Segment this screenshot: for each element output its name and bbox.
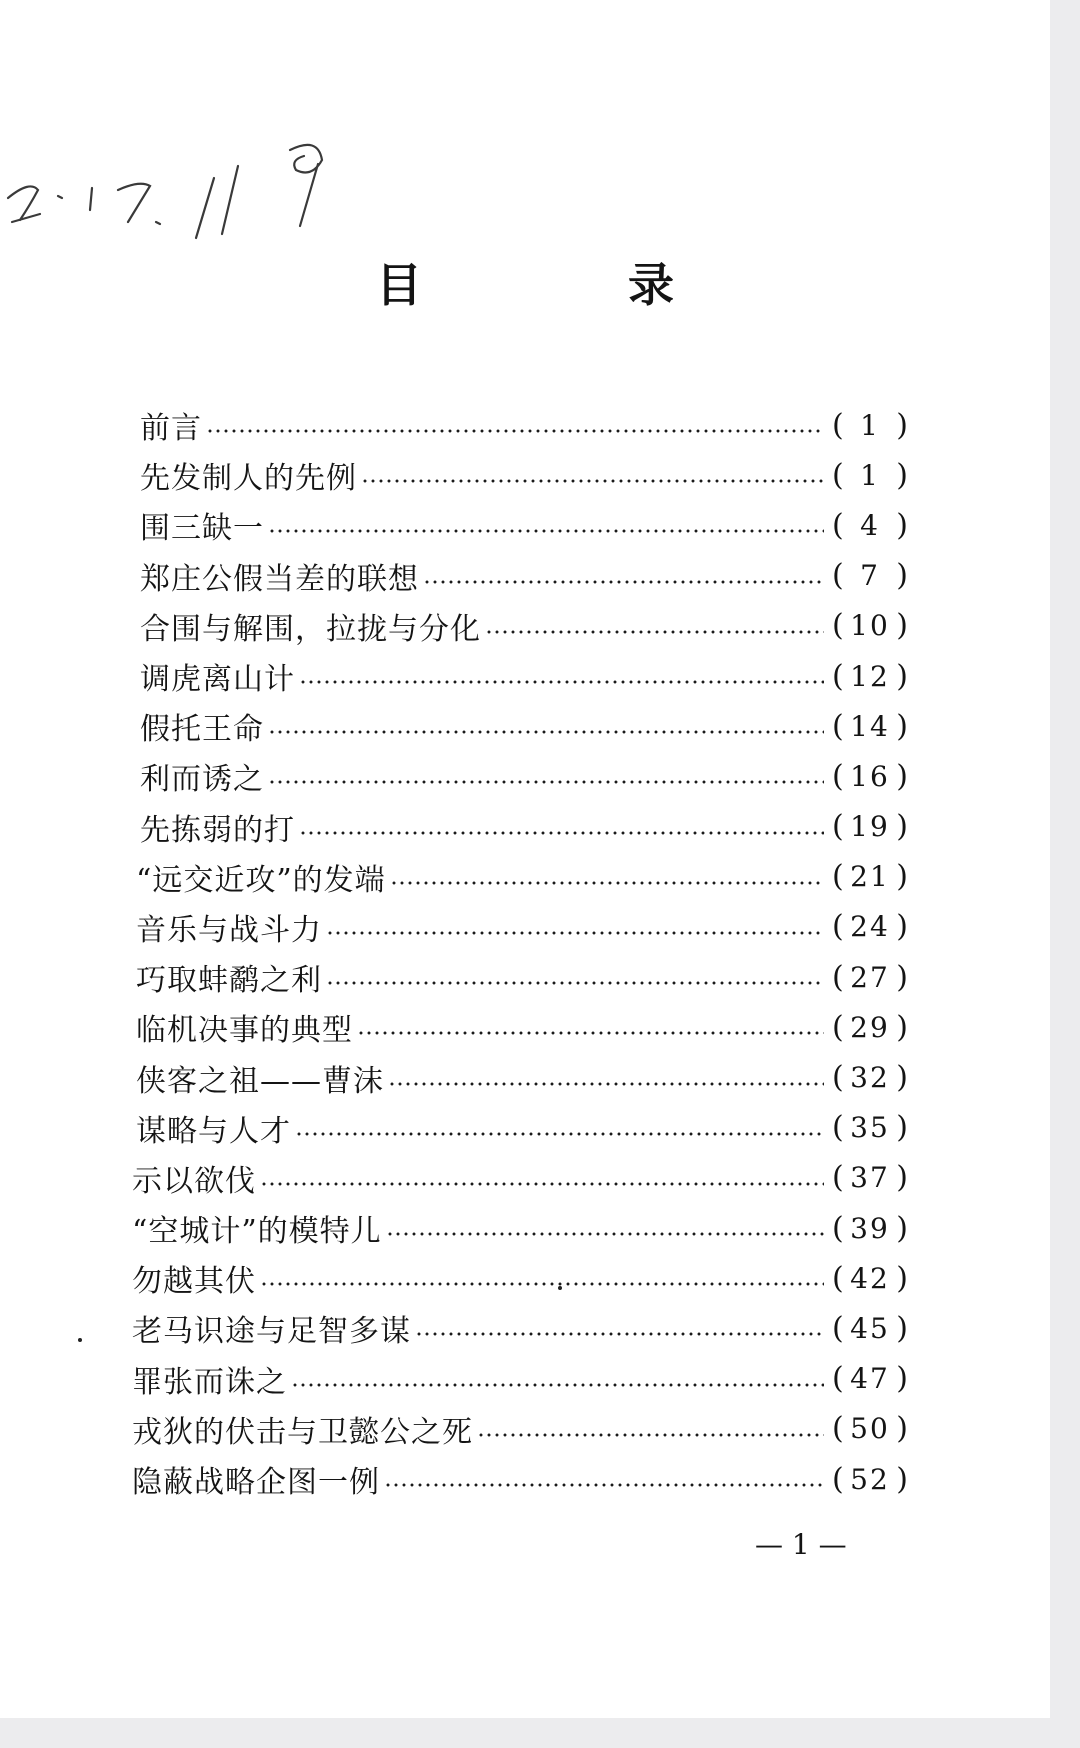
dot-leader	[361, 479, 824, 483]
dot-leader	[268, 780, 824, 784]
viewer-margin-bottom	[0, 1718, 1080, 1748]
toc-entry-page: ( 27 )	[832, 959, 908, 995]
toc-entry-title: 老马识途与足智多谋	[132, 1314, 411, 1350]
dot-leader	[299, 831, 824, 835]
toc-entry	[132, 1454, 908, 1504]
toc-entry-page: ( 52 )	[832, 1461, 908, 1497]
dot-leader	[326, 981, 824, 985]
toc-page-number: 10	[850, 609, 890, 643]
toc-page-number: 12	[850, 659, 890, 693]
toc-entry-page: ( 1 )	[832, 407, 908, 443]
toc-page-number: 16	[850, 759, 890, 793]
toc-list	[132, 400, 908, 1504]
dot-leader	[268, 529, 824, 533]
toc-entry	[132, 1303, 908, 1353]
toc-entry	[136, 1002, 908, 1052]
toc-entry-page: ( 35 )	[832, 1110, 908, 1146]
toc-entry-page: ( 14 )	[832, 708, 908, 744]
dot-leader	[415, 1332, 824, 1336]
dot-leader	[291, 1383, 824, 1387]
dot-leader	[260, 1182, 824, 1186]
toc-entry	[140, 802, 908, 852]
toc-entry-page: ( 50 )	[832, 1411, 908, 1447]
toc-entry	[140, 601, 908, 651]
toc-page-number: 47	[850, 1362, 890, 1396]
toc-page-number: 32	[850, 1061, 890, 1095]
toc-page-number: 19	[850, 810, 890, 844]
toc-entry-title: 假托王命	[140, 712, 264, 748]
toc-page-number: 1	[860, 408, 880, 442]
toc-entry-page: ( 16 )	[832, 758, 908, 794]
dot-leader	[326, 931, 824, 935]
toc-entry-title: 围三缺一	[140, 511, 264, 547]
toc-entry-title: 先拣弱的打	[140, 812, 295, 848]
toc-entry-page: ( 19 )	[832, 809, 908, 845]
toc-page-number: 21	[850, 860, 890, 894]
toc-page-number: 39	[850, 1211, 890, 1245]
toc-entry-title: 利而诱之	[140, 762, 264, 798]
dot-leader	[485, 630, 824, 634]
scan-speck	[78, 1338, 82, 1342]
dot-leader	[206, 429, 824, 433]
toc-entry-page: ( 10 )	[832, 608, 908, 644]
toc-entry-page: ( 47 )	[832, 1361, 908, 1397]
toc-entry-title: 侠客之祖——曹沫	[136, 1063, 384, 1099]
toc-entry-page: ( 45 )	[832, 1310, 908, 1346]
toc-page-number: 27	[850, 960, 890, 994]
toc-entry-title: 勿越其伏	[132, 1264, 256, 1300]
toc-entry-page: ( 24 )	[832, 909, 908, 945]
toc-entry-title: 调虎离山计	[140, 662, 295, 698]
toc-entry-page: ( 42 )	[832, 1260, 908, 1296]
dot-leader	[268, 730, 824, 734]
toc-entry-page: ( 4 )	[832, 507, 908, 543]
toc-entry	[136, 952, 908, 1002]
toc-entry-page: ( 39 )	[832, 1210, 908, 1246]
toc-page-number: 52	[850, 1462, 890, 1496]
toc-entry	[136, 1103, 908, 1153]
toc-entry-title: 临机决事的典型	[136, 1013, 353, 1049]
toc-page-number: 29	[850, 1010, 890, 1044]
dot-leader	[423, 580, 824, 584]
viewer-margin-right	[1050, 0, 1080, 1748]
toc-page-number: 24	[850, 910, 890, 944]
toc-entry-title: 示以欲伐	[132, 1163, 256, 1199]
toc-entry	[140, 500, 908, 550]
toc-entry-title: 合围与解围，拉拢与分化	[140, 611, 481, 647]
toc-page-number: 1	[860, 458, 880, 492]
dot-leader	[390, 881, 824, 885]
dot-leader	[295, 1132, 824, 1136]
toc-entry-title: 罪张而诛之	[132, 1364, 287, 1400]
toc-entry-page: ( 7 )	[832, 558, 908, 594]
toc-entry-title: 音乐与战斗力	[136, 912, 322, 948]
toc-page-number: 37	[850, 1161, 890, 1195]
toc-entry	[140, 551, 908, 601]
toc-entry-title: 谋略与人才	[136, 1113, 291, 1149]
toc-page-number: 45	[850, 1311, 890, 1345]
toc-entry-page: ( 21 )	[832, 859, 908, 895]
toc-page-number: 7	[860, 559, 880, 593]
dot-leader	[299, 680, 824, 684]
dot-leader	[357, 1031, 824, 1035]
toc-entry	[140, 651, 908, 701]
toc-entry-page: ( 29 )	[832, 1009, 908, 1045]
dot-leader	[386, 1232, 824, 1236]
toc-entry	[140, 400, 908, 450]
dot-leader	[388, 1082, 824, 1086]
toc-entry	[140, 751, 908, 801]
toc-entry	[136, 1052, 908, 1102]
page-number: — 1 —	[755, 1528, 847, 1561]
dot-leader	[384, 1483, 824, 1487]
toc-entry-page: ( 37 )	[832, 1160, 908, 1196]
toc-entry	[140, 450, 908, 500]
scan-speck	[558, 1286, 562, 1290]
toc-entry-page: ( 1 )	[832, 457, 908, 493]
toc-entry-title: 戎狄的伏击与卫懿公之死	[132, 1414, 473, 1450]
dot-leader	[260, 1282, 824, 1286]
toc-entry	[136, 902, 908, 952]
toc-title: 目 录	[375, 258, 769, 312]
toc-page-number: 35	[850, 1111, 890, 1145]
toc-page-number: 42	[850, 1261, 890, 1295]
dot-leader	[477, 1433, 824, 1437]
toc-entry-title: 前言	[140, 411, 202, 447]
toc-entry	[132, 1203, 908, 1253]
toc-page-number: 50	[850, 1412, 890, 1446]
toc-page-number: 4	[860, 508, 880, 542]
toc-entry-title: 隐蔽战略企图一例	[132, 1465, 380, 1501]
handwritten-note	[0, 130, 360, 260]
toc-entry-page: ( 32 )	[832, 1060, 908, 1096]
toc-entry-title: 郑庄公假当差的联想	[140, 561, 419, 597]
toc-entry-page: ( 12 )	[832, 658, 908, 694]
toc-entry	[136, 852, 908, 902]
toc-entry	[132, 1404, 908, 1454]
toc-entry	[132, 1253, 908, 1303]
toc-entry	[132, 1354, 908, 1404]
toc-entry-title: 巧取蚌鹬之利	[136, 963, 322, 999]
toc-entry	[140, 701, 908, 751]
toc-entry	[132, 1153, 908, 1203]
toc-entry-title: 先发制人的先例	[140, 461, 357, 497]
toc-entry-title: “空城计”的模特儿	[132, 1214, 382, 1250]
toc-entry-title: “远交近攻”的发端	[136, 862, 386, 898]
toc-page-number: 14	[850, 709, 890, 743]
